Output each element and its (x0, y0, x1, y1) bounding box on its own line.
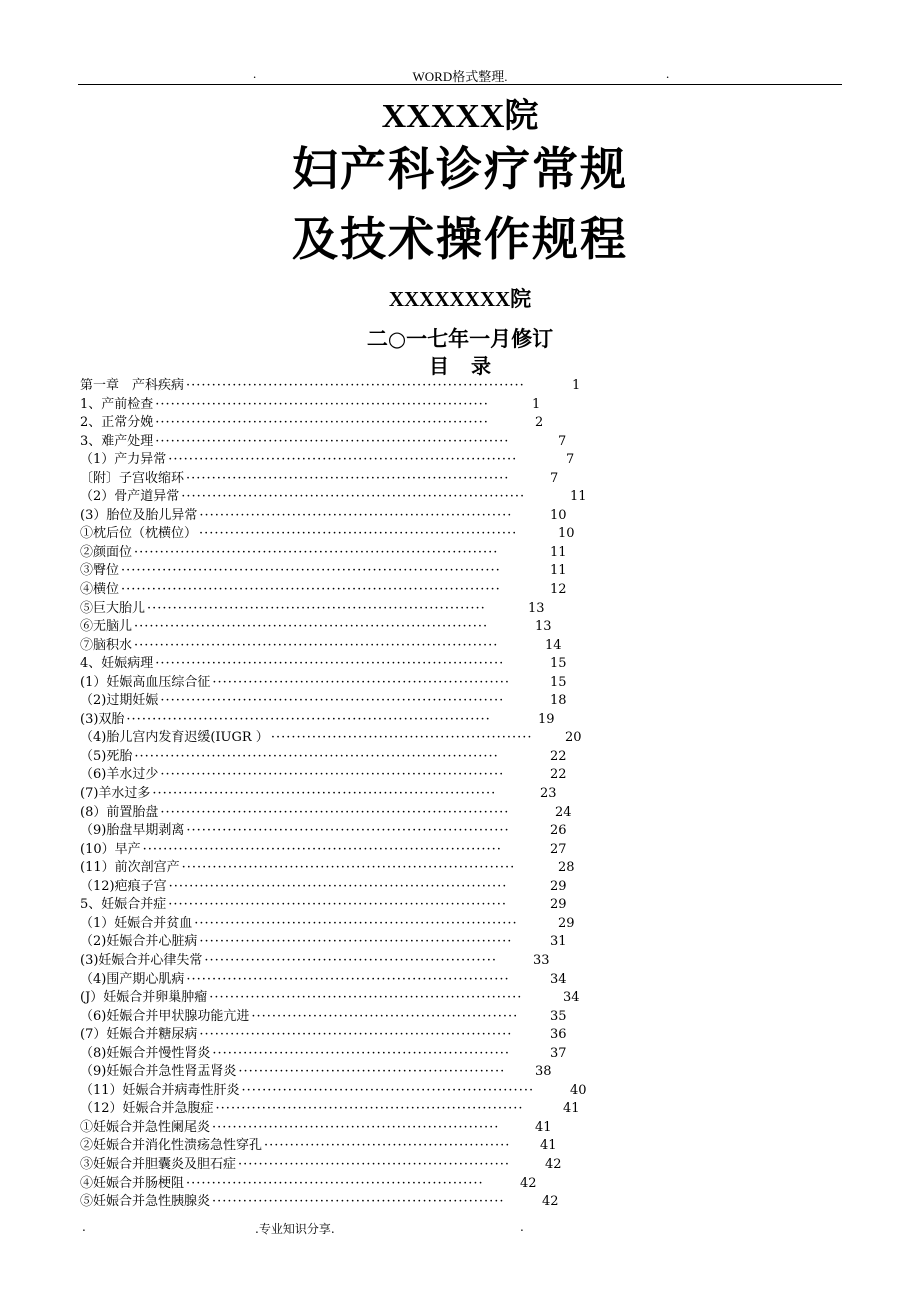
toc-entry[interactable] (80, 507, 620, 526)
toc-dot-leader: ··································································· (181, 489, 526, 505)
toc-entry-title: ③臀位 (80, 563, 120, 579)
toc-entry-title: （6)妊娠合并甲状腺功能亢进 (80, 1008, 250, 1024)
toc-entry[interactable] (80, 952, 620, 971)
toc-entry-title: ③妊娠合并胆囊炎及胆石症 (80, 1156, 237, 1172)
organization-name: XXXXXXXX院 (388, 287, 532, 311)
toc-dot-leader: ···················································· (238, 1064, 506, 1080)
toc-entry[interactable] (80, 674, 620, 693)
toc-dot-leader: ·································································· (168, 897, 508, 913)
toc-entry-title: （5)死胎 (80, 748, 133, 764)
toc-entry[interactable] (80, 1156, 620, 1175)
toc-dot-leader: ································································· (155, 396, 489, 412)
toc-entry-title: 1、产前检查 (80, 396, 154, 412)
toc-dot-leader: ·································································· (168, 878, 508, 894)
toc-dot-leader: ························································· (212, 1194, 505, 1210)
toc-dot-leader: ·························································· (186, 1175, 484, 1191)
toc-dot-leader: ······························································ (199, 526, 518, 542)
toc-entry[interactable] (80, 729, 620, 748)
toc-entry[interactable] (80, 1175, 620, 1194)
toc-entry[interactable] (80, 1137, 620, 1156)
toc-entry-title: （6)羊水过少 (80, 767, 159, 783)
toc-dot-leader: ·········································································· (121, 582, 501, 598)
toc-entry-title: （11）妊娠合并病毒性肝炎 (80, 1082, 240, 1098)
toc-entry-page: 11 (570, 489, 587, 505)
toc-entry-title: （4)围产期心肌病 (80, 971, 185, 987)
toc-entry-title: (J）妊娠合并卵巢肿瘤 (80, 990, 208, 1006)
toc-dot-leader: ······································································· (134, 748, 499, 764)
toc-entry-page: 7 (558, 433, 567, 449)
toc-entry-page: 29 (550, 878, 567, 894)
toc-entry-title: (7）妊娠合并糖尿病 (80, 1027, 198, 1043)
toc-entry-page: 38 (535, 1064, 552, 1080)
toc-entry-title: (1）妊娠高血压综合征 (80, 674, 211, 690)
toc-entry[interactable] (80, 470, 620, 489)
toc-entry[interactable] (80, 600, 620, 619)
toc-entry[interactable] (80, 878, 620, 897)
toc-entry-page: 7 (566, 452, 575, 468)
toc-entry[interactable] (80, 933, 620, 952)
toc-entry[interactable] (80, 396, 620, 415)
toc-entry-title: (3)双胎 (80, 711, 125, 727)
toc-dot-leader: ····························································· (209, 990, 523, 1006)
toc-entry-page: 18 (550, 693, 567, 709)
toc-entry-page: 10 (558, 526, 575, 542)
toc-dot-leader: ······································································· (126, 711, 491, 727)
hospital-title: XXXXX院 (381, 98, 539, 135)
toc-dot-leader: ····························································· (199, 507, 513, 523)
toc-dot-leader: ··································································· (160, 767, 505, 783)
toc-entry[interactable] (80, 451, 620, 470)
toc-dot-leader: ························································· (241, 1082, 535, 1098)
toc-entry[interactable] (80, 804, 620, 823)
toc-entry-title: ⑥无脑儿 (80, 619, 133, 635)
toc-entry[interactable] (80, 915, 620, 934)
toc-entry-page: 24 (555, 804, 572, 820)
toc-entry-page: 1 (532, 396, 541, 412)
revision-date: 二○一七年一月修订 (366, 326, 554, 351)
toc-heading: 目录 (429, 354, 513, 378)
footer-right-mark: . (520, 1220, 524, 1234)
toc-entry[interactable] (80, 433, 620, 452)
toc-entry-title: （2）骨产道异常 (80, 489, 180, 505)
toc-dot-leader: ····································································· (134, 619, 489, 635)
toc-entry[interactable] (80, 1045, 620, 1064)
toc-dot-leader: ···················································· (251, 1008, 519, 1024)
toc-entry-page: 42 (542, 1194, 559, 1210)
toc-entry-title: 〔附〕子宫收缩环 (80, 470, 185, 486)
toc-dot-leader: ·························································· (212, 1045, 511, 1061)
toc-dot-leader: ·································································· (147, 600, 486, 616)
footer-text: .专业知识分享. (255, 1222, 335, 1236)
toc-entry-title: （12)疤痕子宫 (80, 878, 167, 894)
toc-entry-title: 5、妊娠合并症 (80, 897, 167, 913)
toc-entry[interactable] (80, 1082, 620, 1101)
toc-entry-title: 第一章 产科疾病 (80, 378, 185, 393)
toc-entry-page: 19 (538, 711, 555, 727)
toc-entry-page: 29 (550, 897, 567, 913)
toc-entry-page: 15 (550, 674, 567, 690)
toc-entry-page: 2 (535, 415, 544, 431)
toc-entry-page: 41 (563, 1101, 580, 1117)
toc-entry[interactable] (80, 692, 620, 711)
toc-entry-title: （12）妊娠合并急腹症 (80, 1101, 214, 1117)
toc-entry[interactable] (80, 766, 620, 785)
toc-entry[interactable] (80, 1100, 620, 1119)
toc-entry-title: 2、正常分娩 (80, 415, 154, 431)
toc-entry[interactable] (80, 618, 620, 637)
toc-entry-title: 4、妊娠病理 (80, 656, 154, 672)
toc-entry-title: （9)妊娠合并急性肾盂肾炎 (80, 1064, 237, 1080)
toc-entry-page: 13 (528, 600, 545, 616)
toc-entry[interactable] (80, 414, 620, 433)
toc-entry-page: 34 (563, 990, 580, 1006)
toc-entry-page: 41 (540, 1138, 557, 1154)
toc-entry-page: 1 (572, 378, 581, 393)
toc-entry[interactable] (80, 488, 620, 507)
toc-entry-page: 40 (570, 1082, 587, 1098)
toc-entry[interactable] (80, 1026, 620, 1045)
toc-entry[interactable] (80, 1193, 620, 1212)
toc-entry-title: (11）前次剖宫产 (80, 860, 180, 876)
toc-entry-page: 13 (535, 619, 552, 635)
toc-entry[interactable] (80, 544, 620, 563)
toc-dot-leader: ··················································· (270, 730, 533, 746)
toc-entry-page: 10 (550, 507, 567, 523)
toc-entry-title: ①枕后位（枕横位） (80, 526, 198, 542)
toc-entry-page: 23 (540, 786, 557, 802)
toc-entry[interactable] (80, 859, 620, 878)
toc-entry-title: （8)妊娠合并慢性肾炎 (80, 1045, 211, 1061)
toc-dot-leader: ······························································· (186, 971, 510, 987)
toc-entry-page: 34 (550, 971, 567, 987)
toc-dot-leader: ·········································································· (121, 563, 501, 579)
toc-entry-title: ⑦脑积水 (80, 637, 133, 653)
toc-entry-page: 28 (558, 860, 575, 876)
toc-entry-page: 27 (550, 841, 567, 857)
toc-dot-leader: ···································································· (168, 452, 518, 468)
toc-entry-title: ①妊娠合并急性阑尾炎 (80, 1119, 211, 1135)
toc-entry-title: （1）妊娠合并贫血 (80, 915, 193, 931)
toc-dot-leader: ·························································· (212, 674, 511, 690)
toc-entry-title: 3、难产处理 (80, 433, 154, 449)
toc-entry-page: 42 (545, 1156, 562, 1172)
toc-dot-leader: ························································· (204, 952, 497, 968)
toc-entry-page: 37 (550, 1045, 567, 1061)
toc-dot-leader: ································································· (181, 860, 516, 876)
toc-dot-leader: ······································································· (134, 544, 499, 560)
page-header (78, 64, 842, 85)
toc-entry-page: 14 (545, 637, 562, 653)
toc-dot-leader: ······························································· (186, 823, 510, 839)
toc-entry-title: ②妊娠合并消化性溃疡急性穿孔 (80, 1138, 263, 1154)
toc-entry[interactable] (80, 581, 620, 600)
toc-entry-title: ⑤巨大胎儿 (80, 600, 146, 616)
toc-entry[interactable] (80, 1119, 620, 1138)
toc-entry-page: 31 (550, 934, 567, 950)
toc-entry[interactable] (80, 822, 620, 841)
toc-entry-title: （9)胎盘早期剥离 (80, 823, 185, 839)
toc-entry-title: ④妊娠合并肠梗阻 (80, 1175, 185, 1191)
toc-entry-title: (3）胎位及胎儿异常 (80, 507, 198, 523)
header-right-mark: . (666, 66, 670, 81)
toc-dot-leader: ····························································· (199, 1027, 513, 1043)
toc-entry-title: (3)妊娠合并心律失常 (80, 952, 203, 968)
toc-entry-page: 41 (535, 1119, 552, 1135)
toc-entry[interactable] (80, 748, 620, 767)
toc-entry-page: 33 (533, 952, 550, 968)
toc-entry-page: 35 (550, 1008, 567, 1024)
toc-dot-leader: ···························································· (215, 1101, 524, 1117)
toc-dot-leader: ····················································· (238, 1156, 511, 1172)
toc-entry-page: 15 (550, 656, 567, 672)
toc-dot-leader: ························································ (212, 1119, 500, 1135)
toc-entry-title: （1）产力异常 (80, 452, 167, 468)
toc-entry[interactable] (80, 637, 620, 656)
toc-dot-leader: ······························································· (194, 915, 518, 931)
toc-entry[interactable] (80, 1008, 620, 1027)
footer-left-mark: . (82, 1220, 86, 1234)
toc-entry-page: 26 (550, 823, 567, 839)
toc-entry-title: ⑤妊娠合并急性胰腺炎 (80, 1194, 211, 1210)
toc-dot-leader: ······························································· (186, 470, 510, 486)
toc-entry-page: 20 (565, 730, 582, 746)
toc-entry[interactable] (80, 785, 620, 804)
toc-entry-page: 22 (550, 748, 567, 764)
toc-entry[interactable] (80, 896, 620, 915)
toc-dot-leader: ································································· (155, 415, 489, 431)
toc-entry-title: ④横位 (80, 582, 120, 598)
toc-entry-title: （2)过期妊娠 (80, 693, 159, 709)
toc-dot-leader: ······································································ (142, 841, 502, 857)
toc-dot-leader: ····························································· (199, 934, 513, 950)
toc-entry[interactable] (80, 377, 620, 396)
toc-entry-title: （4)胎儿宫内发育迟缓(IUGR ） (80, 730, 269, 746)
toc-entry-title: (8）前置胎盘 (80, 804, 159, 820)
toc-entry-page: 22 (550, 767, 567, 783)
toc-dot-leader: ···································································· (155, 656, 505, 672)
toc-entry-page: 36 (550, 1027, 567, 1043)
document-title-line2: 及技术操作规程 (292, 212, 628, 266)
toc-entry[interactable] (80, 971, 620, 990)
toc-dot-leader: ····································································· (155, 433, 510, 449)
toc-dot-leader: ··································································· (152, 786, 497, 802)
toc-entry-page: 29 (558, 915, 575, 931)
toc-entry[interactable] (80, 655, 620, 674)
toc-dot-leader: ···································································· (160, 804, 510, 820)
toc-entry-title: (10）早产 (80, 841, 141, 857)
toc-entry[interactable] (80, 841, 620, 860)
toc-entry[interactable] (80, 1063, 620, 1082)
toc-entry-page: 11 (550, 544, 567, 560)
toc-entry-page: 12 (550, 582, 567, 598)
toc-dot-leader: ················································ (264, 1138, 511, 1154)
toc-entry-title: （2)妊娠合并心脏病 (80, 934, 198, 950)
toc-entry[interactable] (80, 562, 620, 581)
table-of-contents (80, 377, 620, 1212)
toc-entry[interactable] (80, 989, 620, 1008)
toc-entry-page: 11 (550, 563, 567, 579)
toc-entry[interactable] (80, 525, 620, 544)
toc-entry-title: (7)羊水过多 (80, 786, 151, 802)
header-left-mark: . (253, 66, 257, 81)
toc-dot-leader: ·································································· (186, 378, 525, 393)
header-text: WORD格式整理. (412, 69, 508, 84)
toc-entry-page: 7 (550, 470, 559, 486)
toc-entry[interactable] (80, 711, 620, 730)
toc-dot-leader: ······································································· (134, 637, 499, 653)
document-title-line1: 妇产科诊疗常规 (292, 142, 628, 196)
toc-entry-page: 42 (520, 1175, 537, 1191)
toc-dot-leader: ··································································· (160, 693, 505, 709)
toc-entry-title: ②颜面位 (80, 544, 133, 560)
